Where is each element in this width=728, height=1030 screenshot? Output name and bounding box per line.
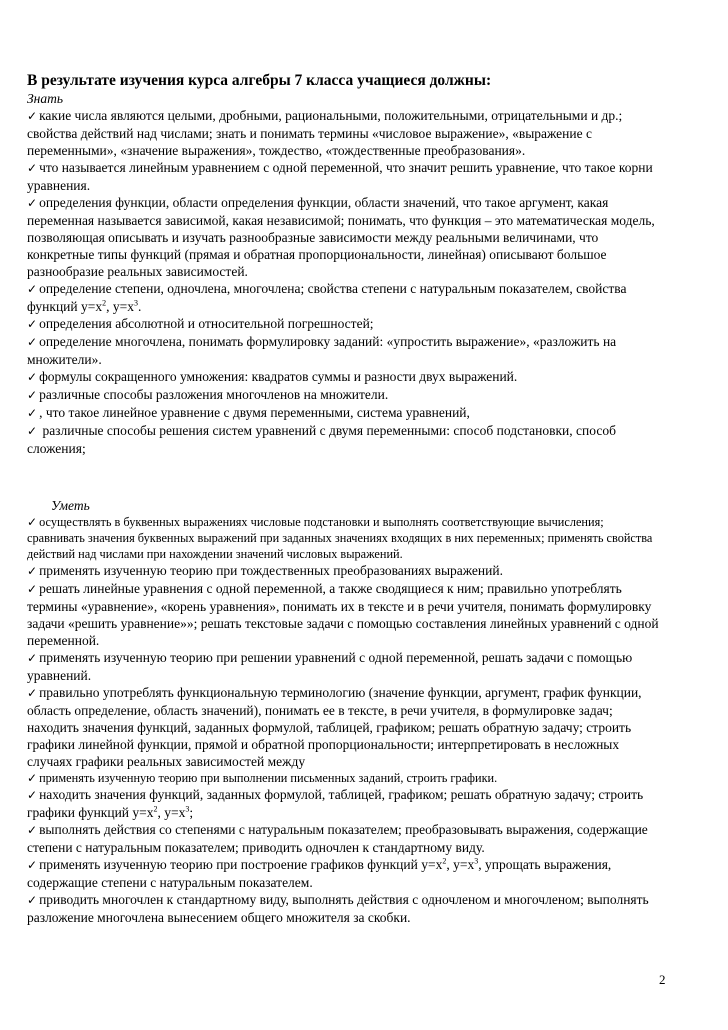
checkmark-icon: ✓ xyxy=(27,161,38,175)
know-item: ✓ определения абсолютной и относительной погрешностей; xyxy=(27,316,374,331)
document-body xyxy=(27,72,663,926)
can-item: ✓ применять изученную теорию при тождественных преобразованиях выражений. xyxy=(27,563,503,578)
know-item: ✓ определение многочлена, понимать формулировку заданий: «упростить выражение», «разложить на множители». xyxy=(27,334,617,367)
can-item: ✓ приводить многочлен к стандартному виду, выполнять действия с одночленом и многочленом; выполнять разложение многочлена вынесением общего множителя за скобки. xyxy=(27,892,649,925)
checkmark-icon: ✓ xyxy=(27,564,38,578)
checkmark-icon: ✓ xyxy=(27,424,38,438)
checkmark-icon: ✓ xyxy=(27,515,38,529)
section-spacer xyxy=(27,457,663,497)
checkmark-icon: ✓ xyxy=(27,370,38,384)
checkmark-icon: ✓ xyxy=(27,858,38,872)
know-item: ✓ какие числа являются целыми, дробными, рациональными, положительными, отрицательными и др.; свойства действий над числами; знать и понимать термины «числовое выражение», «выражение с переменными», «значение выражения», тождество, «тождественные преобразования». xyxy=(27,108,623,158)
know-item: ✓ определение степени, одночлена, многочлена; свойства степени с натуральным показателем, свойства функций $y=x^2$, $y=x^3$. xyxy=(27,281,627,314)
checkmark-icon: ✓ xyxy=(27,406,38,420)
can-item: ✓ применять изученную теорию при выполнении письменных заданий, строить графики. xyxy=(27,771,498,785)
checkmark-icon: ✓ xyxy=(27,335,38,349)
know-item: ✓ что называется линейным уравнением с одной переменной, что значит решить уравнение, что такое корни уравнения. xyxy=(27,160,653,193)
checkmark-icon: ✓ xyxy=(27,893,38,907)
know-item: ✓ различные способы решения систем уравнений с двумя переменными: способ подстановки, способ сложения; xyxy=(27,423,616,456)
can-item: ✓ применять изученную теорию при построение графиков функций $y=x^2$, $y=x^3$, упрощать выражения, содержащие степени с натуральным показателем. xyxy=(27,856,612,890)
know-item: ✓ различные способы разложения многочленов на множители. xyxy=(27,387,389,402)
checkmark-icon: ✓ xyxy=(27,317,38,331)
can-item: ✓ применять изученную теорию при решении уравнений с одной переменной, решать задачи с помощью уравнений. xyxy=(27,650,633,683)
can-item: ✓ осуществлять в буквенных выражениях числовые подстановки и выполнять соответствующие вычисления; сравнивать значения буквенных выражений при заданных значениях входящих в них переменных; применять свойства действий над числами при нахождении значений числовых выражений. xyxy=(27,515,653,561)
can-heading: Уметь xyxy=(51,498,90,513)
know-item: ✓ , что такое линейное уравнение с двумя переменными, система уравнений, xyxy=(27,405,470,420)
checkmark-icon: ✓ xyxy=(27,788,38,802)
checkmark-icon: ✓ xyxy=(27,388,38,402)
know-item: ✓ определения функции, области определения функции, области значений, что такое аргумент, какая переменная называется зависимой, какая независимой; понимать, что функция – это математическая модель, позволяющая описывать и изучать разнообразные зависимости между реальными величинами, что конкретные типы функций (прямая и обратная пропорциональности, линейная) описывают большое разнообразие реальных зависимостей. xyxy=(27,195,655,279)
can-item: ✓ находить значения функций, заданных формулой, таблицей, графиком; решать обратную задачу; строить графики функций $y=x^2$, $y=x^3$; xyxy=(27,787,644,820)
checkmark-icon: ✓ xyxy=(27,651,38,665)
checkmark-icon: ✓ xyxy=(27,686,38,700)
can-item: ✓ правильно употреблять функциональную терминологию (значение функции, аргумент, график функции, область определение, область значений), понимать ее в тексте, в речи учителя, в формулировке задач; находить значения функций, заданных формулой, таблицей, графиком; решать обратную задачу; строить графики линейной функции, прямой и обратной пропорциональности; интерпретировать в несложных случаях графики реальных зависимостей между xyxy=(27,685,642,769)
checkmark-icon: ✓ xyxy=(27,196,38,210)
page-title: В результате изучения курса алгебры 7 класса учащиеся должны: xyxy=(27,72,492,89)
checkmark-icon: ✓ xyxy=(27,282,38,296)
checkmark-icon: ✓ xyxy=(27,109,38,123)
know-heading: Знать xyxy=(27,91,64,106)
can-item: ✓ решать линейные уравнения с одной переменной, а также сводящиеся к ним; правильно употреблять термины «уравнение», «корень уравнения», понимать их в тексте и в речи учителя, понимать формулировку задачи «решить уравнение»»; решать текстовые задачи с помощью составления линейных уравнений с одной переменной. xyxy=(27,581,659,648)
know-item: ✓ формулы сокращенного умножения: квадратов суммы и разности двух выражений. xyxy=(27,369,518,384)
checkmark-icon: ✓ xyxy=(27,582,38,596)
checkmark-icon: ✓ xyxy=(27,823,38,837)
can-item: ✓ выполнять действия со степенями с натуральным показателем; преобразовывать выражения, содержащие степени с натуральным показателем; приводить одночлен к стандартному виду. xyxy=(27,822,648,855)
page-number: 2 xyxy=(659,972,666,987)
checkmark-icon: ✓ xyxy=(27,771,38,785)
